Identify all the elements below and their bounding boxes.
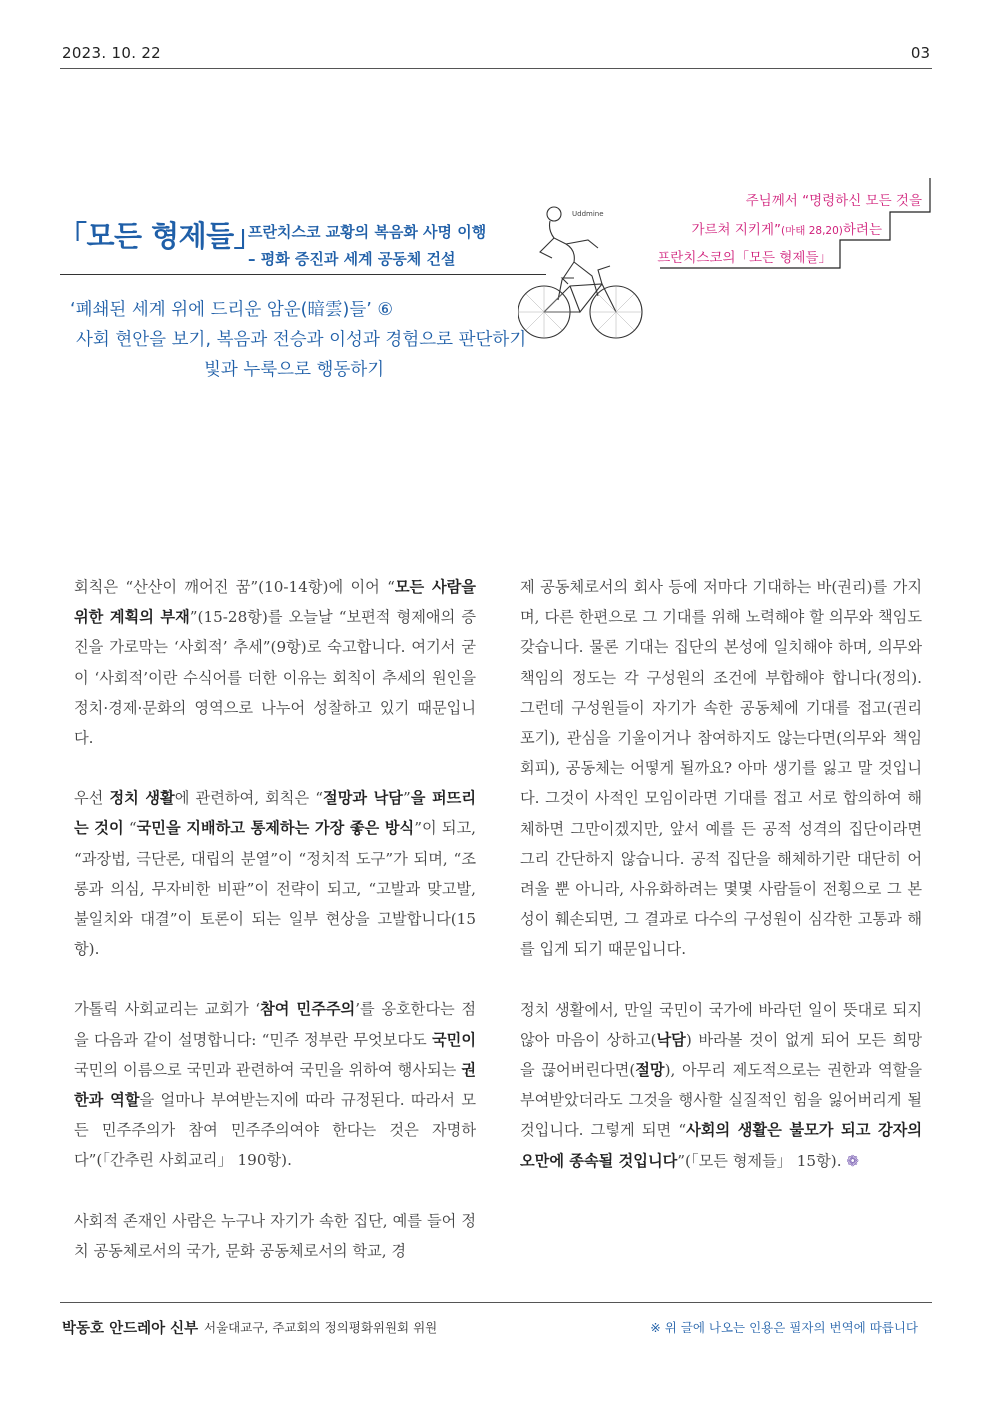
author-role: 서울대교구, 주교회의 정의평화위원회 위원 — [204, 1320, 438, 1335]
body-column-right — [520, 572, 922, 1206]
bicycle-rider-illustration — [518, 200, 646, 358]
series-heading: ‘폐쇄된 세계 위에 드리운 암운(暗雲)들’ ⑥ — [70, 300, 394, 320]
body-column-left — [74, 572, 476, 1296]
illustration-caption: Uddmine — [572, 210, 604, 218]
quote-line-1: 주님께서 “명령하신 모든 것을 — [745, 193, 922, 209]
series-subheading-2: 빛과 누룩으로 행동하기 — [204, 360, 385, 380]
column-subtitle-1: 프란치스코 교황의 복음화 사명 이행 — [248, 223, 487, 241]
footer-rule — [60, 1302, 932, 1303]
author-name: 박동호 안드레아 신부 — [62, 1321, 199, 1337]
end-mark-icon: ❁ — [846, 1151, 859, 1170]
translation-note: ※ 위 글에 나오는 인용은 필자의 번역에 따릅니다 — [650, 1320, 918, 1335]
body-paragraph: 회칙은 “산산이 깨어진 꿈”(10-14항)에 이어 “모든 사람을 위한 계획의 부재”(15-28항)를 오늘날 “보편적 형제애의 증진을 가로막는 ‘사회적’ 추세”(9항)로 숙고합니다. 여기서 굳이 ‘사회적’이란 수식어를 더한 이유는 회칙이 추세의 원인을 정치·경제·문화의 영역으로 나누어 성찰하고 있기 때문입니다. — [74, 578, 476, 748]
column-subtitle-2: – 평화 증진과 세계 공동체 건설 — [248, 250, 456, 268]
body-paragraph: 제 공동체로서의 회사 등에 저마다 기대하는 바(권리)를 가지며, 다른 한편으로 그 기대를 위해 노력해야 할 의무와 책임도 갖습니다. 물론 기대는 집단의 본성에 일치해야 하며, 의무와 책임의 정도는 각 구성원의 조건에 부합해야 합니다(정의). 그런데 구성원들이 자기가 속한 공동체에 기대를 접고(권리 포기), 관심을 기울이거나 참여하지도 않는다면(의무와 책임 회피), 공동체는 어떻게 될까요? 아마 생기를 잃고 말 것입니다. 그것이 사적인 모임이라면 기대를 접고 서로 합의하여 해체하면 그만이겠지만, 앞서 예를 든 공적 성격의 집단이라면 그리 간단하지 않습니다. 공적 집단을 해체하기란 대단히 어려울 뿐 아니라, 사유화하려는 몇몇 사람들이 전횡으로 그 본성이 훼손되면, 그 결과로 다수의 구성원이 심각한 고통과 해를 입게 되기 때문입니다. — [520, 578, 922, 959]
quote-line-3: 프란치스코의「모든 형제들」 — [657, 250, 832, 266]
column-title: 「모든 형제들」 — [58, 219, 263, 253]
body-paragraph: 사회적 존재인 사람은 누구나 자기가 속한 집단, 예를 들어 정치 공동체로서의 국가, 문화 공동체로서의 학교, 경 — [74, 1211, 476, 1260]
quote-line-2: 가르쳐 지키게”(마태 28,20)하려는 — [691, 222, 882, 238]
series-subheading-1: 사회 현안을 보기, 복음과 전승과 이성과 경험으로 판단하기 — [76, 330, 527, 350]
body-paragraph: 우선 정치 생활에 관련하여, 회칙은 “절망과 낙담”을 퍼뜨리는 것이 “국민을 지배하고 통제하는 가장 좋은 방식”이 되고, “과장법, 극단론, 대립의 분열”이 “정치적 도구”가 되며, “조롱과 의심, 무자비한 비판”이 전략이 되고, “고발과 맞고발, 불일치와 대결”이 토론이 되는 일부 현상을 고발합니다(15항). — [74, 789, 477, 959]
issue-date: 2023. 10. 22 — [62, 44, 162, 62]
page-number: 03 — [910, 44, 930, 62]
header-rule — [60, 68, 932, 69]
title-rule — [60, 274, 546, 275]
body-paragraph: 가톨릭 사회교리는 교회가 ‘참여 민주주의’를 옹호한다는 점을 다음과 같이 설명합니다: “민주 정부란 무엇보다도 국민이 국민의 이름으로 국민과 관련하여 국민을 위하여 행사되는 권한과 역할을 얼마나 부여받는지에 따라 규정된다. 따라서 모든 민주주의가 참여 민주주의여야 한다는 것은 자명하다”(「간추린 사회교리」 190항). — [74, 1000, 476, 1170]
body-paragraph: 정치 생활에서, 만일 국민이 국가에 바라던 일이 뜻대로 되지 않아 마음이 상하고(낙담) 바라볼 것이 없게 되어 모든 희망을 끊어버린다면(절망), 아무리 제도적으로는 권한과 역할을 부여받았더라도 그것을 행사할 실질적인 힘을 잃어버리게 될 것입니다. 그렇게 되면 “사회의 생활은 불모가 되고 강자의 오만에 종속될 것입니다”(「모든 형제들」 15항). ❁ — [520, 1000, 923, 1170]
